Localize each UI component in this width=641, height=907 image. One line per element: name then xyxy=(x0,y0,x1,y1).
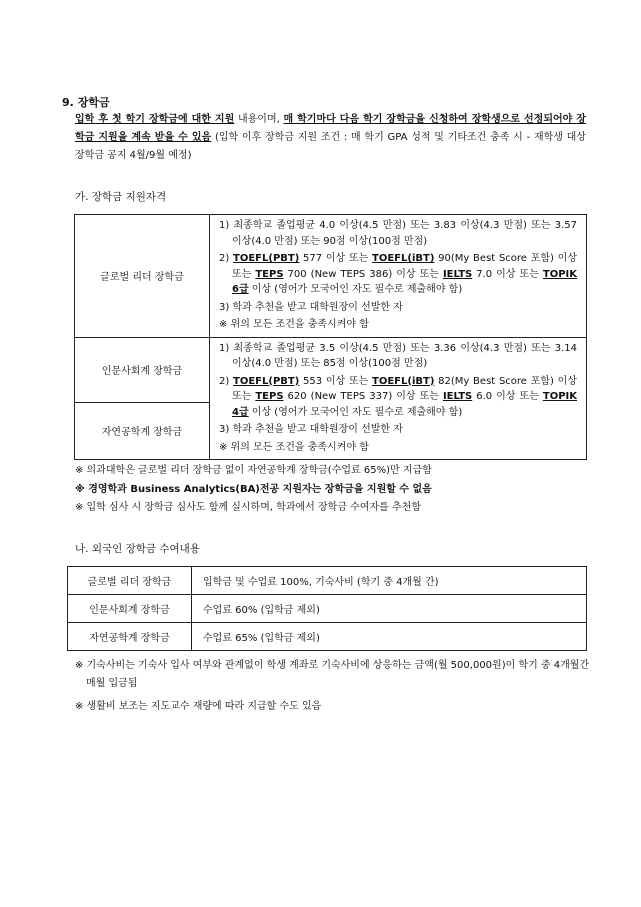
benefit-name: 인문사회계 장학금 xyxy=(68,595,192,623)
toefl-pbt-label: TOEFL(PBT) xyxy=(233,375,300,387)
topik-label: TOPIK 6급 xyxy=(232,268,577,295)
condition-item: 3) 학과 추천을 받고 대학원장이 선발한 자 xyxy=(219,424,403,435)
benefit-value: 수업료 60% (입학금 제외) xyxy=(192,595,587,623)
note-item: ※ 기숙사비는 기숙사 입사 여부와 관계없이 학생 계좌로 기숙사비에 상응하는 금액(월 500,000원)이 학기 중 4개월간 매월 입금됨 xyxy=(75,660,590,689)
benefit-name: 글로벌 리더 장학금 xyxy=(68,567,192,595)
table-row xyxy=(68,595,587,623)
table-row xyxy=(75,337,587,402)
condition-item: 2) TOEFL(PBT) 553 이상 또는 TOEFL(iBT) 82(My Best Score 포함) 이상 또는 TEPS 620 (New TEPS 337) 이상 또는 IELTS 6.0 이상 또는 TOPIK 4급 이상 (영어가 모국어인 자도 필수로 제출해야 함) xyxy=(219,375,577,418)
toefl-ibt-label: TOEFL(iBT) xyxy=(372,253,435,264)
note-item: ※ 의과대학은 글로벌 리더 장학금 없이 자연공학계 장학금(수업료 65%)만 지급함 xyxy=(75,465,432,476)
intro-text-1: 내용이며, xyxy=(234,114,284,125)
humanities-name: 인문사회계 장학금 xyxy=(75,337,210,402)
intro-paragraph xyxy=(75,111,586,165)
table-row xyxy=(68,567,587,595)
toefl-pbt-label: TOEFL(PBT) xyxy=(233,253,300,264)
intro-emphasis-2: 매 학기마다 다음 학기 장학금을 신청하여 장학생으로 선정되어야 장학금 지원을 계속 받을 수 있음 xyxy=(75,114,586,143)
note-item-important: ※ 경영학과 Business Analytics(BA)전공 지원자는 장학금을 지원할 수 없음 xyxy=(75,483,432,495)
ielts-label: IELTS xyxy=(442,391,473,402)
condition-item: 3) 학과 추천을 받고 대학원장이 선발한 자 xyxy=(219,301,403,313)
condition-note: ※ 위의 모든 조건을 충족시켜야 함 xyxy=(219,319,369,330)
condition-item: 1) 최종학교 졸업평균 4.0 이상(4.5 만점) 또는 3.83 이상(4.3 만점) 또는 3.57 이상(4.0 만점) 또는 90점 이상(100점 만점) xyxy=(219,220,577,247)
section-heading xyxy=(62,94,110,110)
table-row xyxy=(68,623,587,651)
note-item: ※ 입학 심사 시 장학금 심사도 함께 실시하며, 학과에서 장학금 수여자를 추천함 xyxy=(75,502,421,513)
topik-label: TOPIK 4급 xyxy=(232,391,577,418)
section-title: 장학금 xyxy=(77,96,110,109)
toefl-ibt-label: TOEFL(iBT) xyxy=(372,375,435,387)
teps-label: TEPS xyxy=(255,268,284,280)
eligibility-heading: 가. 장학금 지원자격 xyxy=(75,191,167,203)
global-leader-conditions xyxy=(210,215,587,338)
teps-label: TEPS xyxy=(255,391,284,402)
eligibility-table xyxy=(74,214,587,460)
ielts-label: IELTS xyxy=(442,268,473,280)
science-name: 자연공학계 장학금 xyxy=(75,402,210,459)
note-item: ※ 생활비 보조는 지도교수 재량에 따라 지급할 수도 있음 xyxy=(75,701,322,712)
condition-note: ※ 위의 모든 조건을 충족시켜야 함 xyxy=(219,441,369,453)
condition-item: 1) 최종학교 졸업평균 3.5 이상(4.5 만점) 또는 3.36 이상(4.3 만점) 또는 3.14 이상(4.0 만점) 또는 85점 이상(100점 만점) xyxy=(219,342,577,369)
benefits-notes xyxy=(75,657,595,721)
benefits-table xyxy=(67,566,587,651)
eligibility-notes xyxy=(75,462,590,518)
intro-emphasis-1: 입학 후 첫 학기 장학금에 대한 지원 xyxy=(75,114,235,125)
benefit-value: 입학금 및 수업료 100%, 기숙사비 (학기 중 4개월 간) xyxy=(192,567,587,595)
benefits-heading: 나. 외국인 장학금 수여내용 xyxy=(75,543,200,555)
intro-text-2: (입학 이후 장학금 지원 조건 : 매 학기 GPA 성적 및 기타조건 충족 시 - 재학생 대상 장학금 공지 4월/9월 예정) xyxy=(75,132,586,161)
condition-item: 2) TOEFL(PBT) 577 이상 또는 TOEFL(iBT) 90(My Best Score 포함) 이상 또는 TEPS 700 (New TEPS 386) 이상 또는 IELTS 7.0 이상 또는 TOPIK 6급 이상 (영어가 모국어인 자도 필수로 제출해야 함) xyxy=(219,253,577,295)
global-leader-name: 글로벌 리더 장학금 xyxy=(75,215,210,338)
benefit-value: 수업료 65% (입학금 제외) xyxy=(192,623,587,651)
section-number: 9. xyxy=(62,96,74,109)
shared-conditions xyxy=(210,337,587,460)
table-row xyxy=(75,215,587,338)
benefit-name: 자연공학계 장학금 xyxy=(68,623,192,651)
